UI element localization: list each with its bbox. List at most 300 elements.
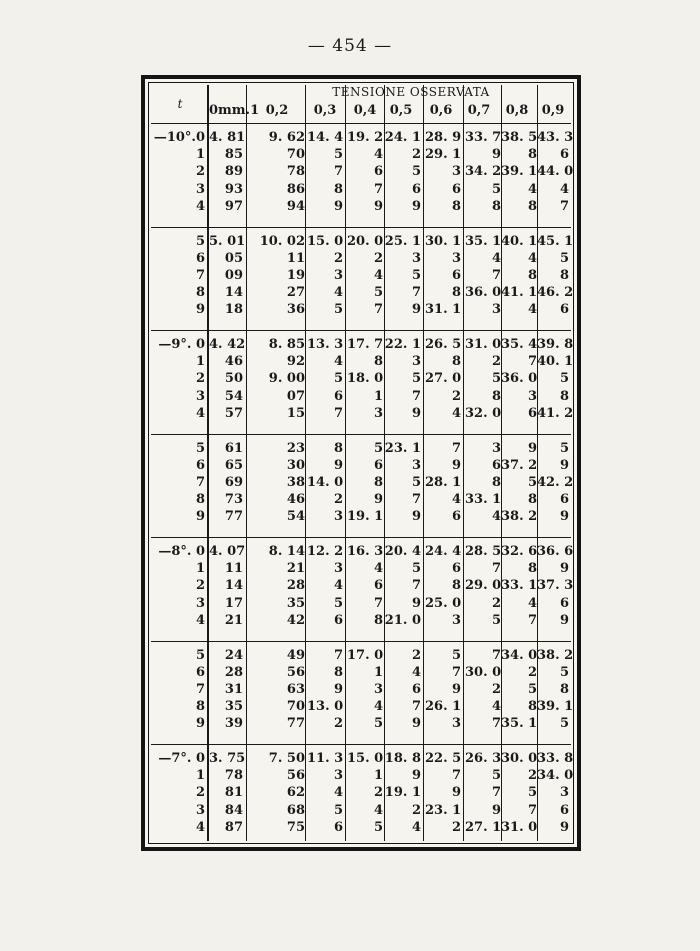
- value-cell: 24. 1: [384, 130, 421, 145]
- value-cell: 3: [333, 267, 343, 283]
- value-cell: 9: [527, 440, 537, 456]
- value-cell: 63: [286, 681, 305, 697]
- value-cell: 9: [411, 509, 421, 525]
- value-cell: 19: [286, 267, 305, 283]
- table-row: [151, 284, 574, 301]
- value-cell: 30. 0: [465, 664, 502, 680]
- value-cell: 2: [491, 681, 501, 697]
- value-cell: 5: [373, 440, 383, 456]
- temperature-cell: 9: [195, 716, 205, 732]
- table-row: [151, 267, 571, 284]
- value-cell: 5: [373, 716, 383, 732]
- value-cell: 7: [491, 785, 501, 801]
- value-cell: 2: [373, 250, 383, 266]
- value-cell: 4: [373, 802, 383, 818]
- value-cell: 5: [491, 768, 501, 784]
- value-cell: 5: [559, 664, 569, 680]
- value-cell: 9: [559, 509, 569, 525]
- temperature-cell: 9: [195, 509, 205, 525]
- value-cell: 9: [411, 198, 421, 214]
- value-cell: 5: [491, 371, 501, 387]
- temperature-cell: 1: [195, 354, 205, 370]
- value-cell: 2: [373, 785, 383, 801]
- temperature-cell: 4: [195, 819, 205, 835]
- value-cell: 3: [411, 457, 421, 473]
- value-cell: 8: [527, 492, 537, 508]
- temperature-cell: —9°. 0: [158, 337, 205, 352]
- data-table: [151, 85, 574, 841]
- value-cell: 16. 3: [347, 544, 384, 559]
- value-cell: 7: [411, 285, 421, 301]
- value-cell: 8: [451, 285, 461, 301]
- value-cell: 2: [491, 354, 501, 370]
- value-cell: 6: [559, 492, 569, 508]
- temperature-cell: 1: [195, 561, 205, 577]
- table-row: [151, 715, 571, 732]
- value-cell: 4: [527, 250, 537, 266]
- temperature-cell: 2: [195, 164, 205, 180]
- value-cell: 3: [491, 440, 501, 456]
- table-row: [151, 508, 571, 525]
- value-cell: 75: [286, 819, 305, 835]
- value-cell: 3: [373, 681, 383, 697]
- value-cell: 30: [286, 457, 305, 473]
- value-cell: 4: [373, 267, 383, 283]
- temperature-cell: 2: [195, 371, 205, 387]
- value-cell: 5: [527, 681, 537, 697]
- value-cell: 7: [527, 612, 537, 628]
- value-cell: 3. 75: [209, 751, 246, 766]
- value-cell: 28. 5: [465, 544, 502, 559]
- value-cell: 4: [491, 509, 501, 525]
- value-cell: 31. 1: [425, 302, 462, 318]
- value-cell: 18: [224, 302, 243, 318]
- value-cell: 46. 2: [537, 285, 574, 301]
- value-cell: 35: [286, 595, 305, 611]
- value-cell: 20. 4: [384, 544, 421, 559]
- table-frame: [141, 75, 581, 851]
- value-cell: 2: [333, 250, 343, 266]
- value-cell: 6: [411, 181, 421, 197]
- value-cell: 07: [286, 388, 305, 404]
- value-cell: 7: [451, 664, 461, 680]
- table-row: [151, 405, 574, 422]
- value-cell: 3: [373, 405, 383, 421]
- value-cell: 38. 2: [501, 509, 538, 525]
- value-cell: 3: [451, 716, 461, 732]
- value-cell: 6: [333, 388, 343, 404]
- value-cell: 25. 1: [384, 233, 421, 249]
- value-cell: 5: [333, 595, 343, 611]
- value-cell: 49: [286, 647, 305, 663]
- value-cell: 42. 2: [537, 474, 574, 490]
- value-cell: 6: [333, 612, 343, 628]
- value-cell: 29. 1: [425, 147, 462, 163]
- value-cell: 25. 0: [425, 595, 462, 611]
- table-row: [151, 784, 571, 801]
- temperature-cell: —7°. 0: [158, 751, 205, 766]
- value-cell: 41. 1: [501, 285, 538, 301]
- value-cell: 7: [333, 405, 343, 421]
- value-cell: 7: [451, 768, 461, 784]
- value-cell: 7: [527, 354, 537, 370]
- value-cell: 7: [373, 302, 383, 318]
- value-cell: 4: [527, 595, 537, 611]
- value-cell: 61: [224, 440, 243, 456]
- temperature-cell: 9: [195, 302, 205, 318]
- value-cell: 4. 07: [209, 544, 246, 559]
- value-cell: 34. 0: [537, 768, 574, 784]
- temperature-cell: 8: [195, 699, 205, 715]
- value-cell: 7: [411, 578, 421, 594]
- header-column-6: 0,7: [467, 103, 491, 118]
- value-cell: 6: [373, 457, 383, 473]
- value-cell: 1: [373, 768, 383, 784]
- temperature-cell: 8: [195, 285, 205, 301]
- temperature-cell: 6: [195, 664, 205, 680]
- value-cell: 15. 0: [347, 751, 384, 766]
- value-cell: 2: [491, 595, 501, 611]
- value-cell: 4: [333, 285, 343, 301]
- value-cell: 8: [527, 198, 537, 214]
- value-cell: 68: [286, 802, 305, 818]
- value-cell: 14: [224, 578, 243, 594]
- value-cell: 9: [333, 681, 343, 697]
- block-divider: [151, 227, 571, 228]
- value-cell: 39. 1: [537, 699, 574, 715]
- table-row: [151, 198, 571, 215]
- value-cell: 4: [333, 578, 343, 594]
- value-cell: 6: [451, 561, 461, 577]
- value-cell: 70: [286, 147, 305, 163]
- value-cell: 5: [373, 819, 383, 835]
- value-cell: 5: [333, 371, 343, 387]
- table-row: [151, 647, 574, 664]
- header-column-8: 0,9: [541, 103, 565, 118]
- value-cell: 2: [333, 492, 343, 508]
- table-row: [151, 560, 571, 577]
- value-cell: 6: [527, 405, 537, 421]
- value-cell: 8: [559, 388, 569, 404]
- value-cell: 8: [559, 267, 569, 283]
- value-cell: 65: [224, 457, 243, 473]
- value-cell: 9: [411, 302, 421, 318]
- value-cell: 14: [224, 285, 243, 301]
- value-cell: 78: [224, 768, 243, 784]
- value-cell: 7: [491, 561, 501, 577]
- value-cell: 9. 00: [268, 371, 305, 387]
- value-cell: 9: [451, 457, 461, 473]
- value-cell: 5: [559, 250, 569, 266]
- value-cell: 27. 1: [465, 819, 502, 835]
- value-cell: 40. 1: [537, 354, 574, 370]
- header-t-label: t: [177, 97, 183, 111]
- value-cell: 85: [224, 147, 243, 163]
- value-cell: 8: [491, 388, 501, 404]
- value-cell: 36: [286, 302, 305, 318]
- value-cell: 9. 62: [268, 130, 305, 145]
- value-cell: 6: [373, 578, 383, 594]
- value-cell: 35. 1: [501, 716, 538, 732]
- value-cell: 3: [333, 509, 343, 525]
- value-cell: 5: [527, 785, 537, 801]
- value-cell: 9: [491, 147, 501, 163]
- value-cell: 87: [224, 819, 243, 835]
- value-cell: 9: [411, 405, 421, 421]
- temperature-cell: 1: [195, 768, 205, 784]
- value-cell: 7: [333, 164, 343, 180]
- temperature-cell: 7: [195, 474, 205, 490]
- value-cell: 15: [286, 405, 305, 421]
- table-row: [151, 233, 574, 250]
- value-cell: 23. 1: [425, 802, 462, 818]
- value-cell: 9: [559, 561, 569, 577]
- temperature-cell: 5: [195, 647, 205, 663]
- value-cell: 81: [224, 785, 243, 801]
- value-cell: 4: [373, 147, 383, 163]
- value-cell: 5: [411, 267, 421, 283]
- value-cell: 57: [224, 405, 243, 421]
- value-cell: 77: [286, 716, 305, 732]
- table-row: [151, 388, 571, 405]
- table-row: [151, 802, 571, 819]
- value-cell: 3: [559, 785, 569, 801]
- value-cell: 2: [451, 819, 461, 835]
- value-cell: 39: [224, 716, 243, 732]
- table-row: [151, 577, 574, 594]
- table-row: [151, 146, 571, 163]
- value-cell: 7: [411, 699, 421, 715]
- temperature-cell: 3: [195, 388, 205, 404]
- temperature-cell: 2: [195, 785, 205, 801]
- value-cell: 5: [373, 285, 383, 301]
- block-divider: [151, 641, 571, 642]
- value-cell: 5: [411, 474, 421, 490]
- temperature-cell: 8: [195, 492, 205, 508]
- value-cell: 6: [411, 681, 421, 697]
- value-cell: 4: [411, 664, 421, 680]
- temperature-cell: 4: [195, 405, 205, 421]
- value-cell: 5: [411, 371, 421, 387]
- value-cell: 23: [286, 440, 305, 456]
- value-cell: 43. 3: [537, 130, 574, 145]
- temperature-cell: 5: [195, 233, 205, 249]
- value-cell: 17: [224, 595, 243, 611]
- table-row: [151, 750, 574, 767]
- header-title: TENSIONE OSSERVATA: [332, 85, 490, 99]
- value-cell: 45. 1: [537, 233, 574, 249]
- value-cell: 6: [333, 819, 343, 835]
- value-cell: 62: [286, 785, 305, 801]
- value-cell: 14. 0: [307, 474, 344, 490]
- value-cell: 9: [333, 198, 343, 214]
- value-cell: 4: [491, 699, 501, 715]
- value-cell: 69: [224, 474, 243, 490]
- value-cell: 73: [224, 492, 243, 508]
- value-cell: 4: [373, 561, 383, 577]
- block-divider: [151, 434, 571, 435]
- value-cell: 42: [286, 612, 305, 628]
- header-divider: [151, 123, 571, 124]
- value-cell: 19. 2: [347, 130, 384, 145]
- value-cell: 97: [224, 198, 243, 214]
- temperature-cell: 3: [195, 181, 205, 197]
- table-row: [151, 543, 574, 560]
- value-cell: 5: [491, 612, 501, 628]
- value-cell: 92: [286, 354, 305, 370]
- value-cell: 5: [559, 716, 569, 732]
- header-columns: [209, 103, 571, 121]
- value-cell: 18. 0: [347, 371, 384, 387]
- value-cell: 5: [411, 561, 421, 577]
- value-cell: 7: [491, 716, 501, 732]
- value-cell: 17. 7: [347, 337, 384, 352]
- value-cell: 3: [411, 250, 421, 266]
- value-cell: 30. 1: [425, 233, 462, 249]
- value-cell: 56: [286, 664, 305, 680]
- value-cell: 21. 0: [384, 612, 421, 628]
- value-cell: 46: [286, 492, 305, 508]
- value-cell: 9: [491, 802, 501, 818]
- table-row: [151, 129, 574, 146]
- value-cell: 4: [491, 250, 501, 266]
- value-cell: 15. 0: [307, 233, 344, 249]
- value-cell: 28: [224, 664, 243, 680]
- value-cell: 17. 0: [347, 647, 384, 663]
- header-column-5: 0,6: [429, 103, 453, 118]
- value-cell: 14. 4: [307, 130, 344, 145]
- value-cell: 56: [286, 768, 305, 784]
- value-cell: 77: [224, 509, 243, 525]
- value-cell: 24: [224, 647, 243, 663]
- value-cell: 2: [527, 664, 537, 680]
- value-cell: 7: [333, 647, 343, 663]
- value-cell: 4: [559, 181, 569, 197]
- header-column-4: 0,5: [389, 103, 413, 118]
- value-cell: 2: [527, 768, 537, 784]
- value-cell: 4. 81: [209, 130, 246, 145]
- value-cell: 31. 0: [501, 819, 538, 835]
- value-cell: 8: [333, 440, 343, 456]
- value-cell: 31: [224, 681, 243, 697]
- value-cell: 7: [491, 647, 501, 663]
- value-cell: 3: [411, 354, 421, 370]
- value-cell: 8: [451, 578, 461, 594]
- value-cell: 31. 0: [465, 337, 502, 352]
- value-cell: 4: [333, 354, 343, 370]
- value-cell: 28. 1: [425, 474, 462, 490]
- value-cell: 6: [373, 164, 383, 180]
- value-cell: 6: [559, 147, 569, 163]
- value-cell: 9: [451, 785, 461, 801]
- table-row: [151, 474, 574, 491]
- value-cell: 28. 9: [425, 130, 462, 145]
- table-row: [151, 767, 574, 784]
- value-cell: 6: [451, 509, 461, 525]
- value-cell: 54: [224, 388, 243, 404]
- value-cell: 5: [559, 440, 569, 456]
- value-cell: 9: [559, 457, 569, 473]
- value-cell: 8: [491, 198, 501, 214]
- value-cell: 09: [224, 267, 243, 283]
- value-cell: 4: [451, 405, 461, 421]
- value-cell: 4. 42: [209, 337, 246, 352]
- table-row: [151, 353, 574, 370]
- value-cell: 19. 1: [384, 785, 421, 801]
- table-row: [151, 698, 574, 715]
- table-row: [151, 250, 571, 267]
- value-cell: 32. 0: [465, 405, 502, 421]
- value-cell: 26. 3: [465, 751, 502, 766]
- value-cell: 9: [559, 819, 569, 835]
- table-row: [151, 595, 571, 612]
- value-cell: 21: [224, 612, 243, 628]
- value-cell: 8: [373, 612, 383, 628]
- value-cell: 70: [286, 699, 305, 715]
- value-cell: 8: [373, 474, 383, 490]
- value-cell: 35. 4: [501, 337, 538, 352]
- value-cell: 78: [286, 164, 305, 180]
- value-cell: 35: [224, 699, 243, 715]
- value-cell: 89: [224, 164, 243, 180]
- header-column-1: 0,2: [265, 103, 289, 118]
- value-cell: 38. 5: [501, 130, 538, 145]
- value-cell: 5: [333, 147, 343, 163]
- value-cell: 26. 5: [425, 337, 462, 352]
- value-cell: 29. 0: [465, 578, 502, 594]
- value-cell: 5: [451, 647, 461, 663]
- value-cell: 5: [333, 302, 343, 318]
- value-cell: 86: [286, 181, 305, 197]
- value-cell: 8: [451, 198, 461, 214]
- value-cell: 7: [373, 181, 383, 197]
- value-cell: 28: [286, 578, 305, 594]
- value-cell: 4: [411, 819, 421, 835]
- value-cell: 38: [286, 474, 305, 490]
- value-cell: 33. 1: [501, 578, 538, 594]
- block-divider: [151, 537, 571, 538]
- value-cell: 20. 0: [347, 233, 384, 249]
- value-cell: 41. 2: [537, 405, 574, 421]
- value-cell: 27. 0: [425, 371, 462, 387]
- table-row: [151, 681, 571, 698]
- value-cell: 3: [527, 388, 537, 404]
- value-cell: 3: [451, 250, 461, 266]
- temperature-cell: 1: [195, 147, 205, 163]
- value-cell: 4: [527, 181, 537, 197]
- value-cell: 8: [527, 561, 537, 577]
- value-cell: 10. 02: [259, 233, 305, 249]
- value-cell: 3: [333, 561, 343, 577]
- value-cell: 6: [491, 457, 501, 473]
- value-cell: 94: [286, 198, 305, 214]
- value-cell: 9: [333, 457, 343, 473]
- value-cell: 3: [333, 768, 343, 784]
- value-cell: 5: [559, 371, 569, 387]
- value-cell: 44. 0: [537, 164, 574, 180]
- temperature-cell: —10°.0: [153, 130, 205, 145]
- value-cell: 8: [333, 664, 343, 680]
- value-cell: 4: [333, 785, 343, 801]
- value-cell: 9: [451, 681, 461, 697]
- table-row: [151, 163, 574, 180]
- value-cell: 7: [451, 440, 461, 456]
- value-cell: 13. 3: [307, 337, 344, 352]
- table-row: [151, 612, 571, 629]
- value-cell: 24. 4: [425, 544, 462, 559]
- value-cell: 93: [224, 181, 243, 197]
- table-row: [151, 440, 571, 457]
